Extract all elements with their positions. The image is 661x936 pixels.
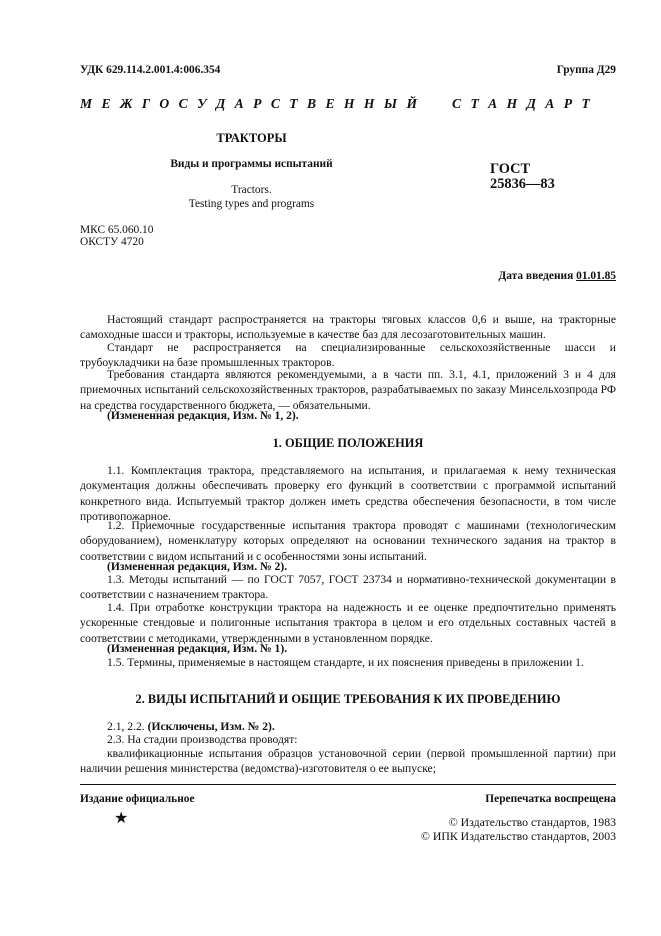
gost-label: ГОСТ [490,161,531,177]
clause-1-5: 1.5. Термины, применяемые в настоящем стандарте, и их пояснения приведены в приложении 1. [107,656,584,669]
intro-paragraph-2: Стандарт не распространяется на специализированные сельскохозяйственные шасси и трубоукладчики на базе промышленных тракторов. [80,341,616,370]
group-code: Группа Д29 [556,64,616,76]
effective-date-label: Дата введения [498,270,574,282]
reprint-notice: Перепечатка воспрещена [485,793,616,805]
clause-2-1-excluded: (Исключены, Изм. № 2). [147,720,275,733]
star-mark: ★ [114,810,129,827]
document-title: ТРАКТОРЫ [216,131,287,145]
clause-1-2-amendment: (Измененная редакция, Изм. № 2). [107,560,288,573]
section-2-heading: 2. ВИДЫ ИСПЫТАНИЙ И ОБЩИЕ ТРЕБОВАНИЯ К ИХ ПРОВЕДЕНИЮ [135,692,561,706]
standard-type: М Е Ж Г О С У Д А Р С Т В Е Н Н Ы Й С Т А Н Д А Р Т [80,96,593,111]
copyright-1983: © Издательство стандартов, 1983 [448,815,616,829]
section-1-heading: 1. ОБЩИЕ ПОЛОЖЕНИЯ [272,436,424,450]
english-title-1: Tractors. [231,184,272,196]
okstu-code: ОКСТУ 4720 [80,236,144,248]
clause-1-2: 1.2. Приемочные государственные испытания трактора проводят с машинами (технологическим оборудованием), номенклатуру которых определяют на основании технического задания на трактор в соответствии с видом испытаний и с особенностями зоны испытаний. [80,519,616,563]
intro-paragraph-3: Требования стандарта являются рекомендуемыми, а в части пп. 3.1, 4.1, приложений 3 и 4 для приемочных испытаний сельскохозяйственных тракторов, разрабатываемых по заказу Минсельхозпрода РФ на средства государственного бюджета, — обязательными. [80,368,616,412]
intro-amendment: (Измененная редакция, Изм. № 1, 2). [107,409,299,422]
copyright-2003: © ИПК Издательство стандартов, 2003 [420,829,616,843]
clause-2-1-number: 2.1, 2.2. [107,720,145,733]
clause-1-4: 1.4. При отработке конструкции трактора на надежность и ее оценке предпочтительно применять ускоренные стендовые и полигонные испытания трактора в целом и его отдельных составных частей в соответствии с методиками, утвержденными в установленном порядке. [80,601,616,645]
clause-1-1: 1.1. Комплектация трактора, представляемого на испытания, и прилагаемая к нему техническая документация должны обеспечивать проверку его функций в соответствии с программой испытаний конкретного вида. Испытуемый трактор должен иметь средства обеспечения безопасности, в том числе противопожарное. [80,464,616,523]
document-subtitle: Виды и программы испытаний [170,158,333,170]
official-edition: Издание официальное [80,793,195,805]
gost-number: 25836—83 [490,176,555,192]
mks-code: МКС 65.060.10 [80,224,154,236]
effective-date-value: 01.01.85 [576,270,616,282]
clause-2-3: 2.3. На стадии производства проводят: [107,733,298,746]
footer-rule [80,784,616,785]
clause-1-4-amendment: (Измененная редакция, Изм. № 1). [107,642,288,655]
clause-2-3-item: квалификационные испытания образцов установочной серии (первой промышленной партии) при наличии решения министерства (ведомства)-изготовителя о ее выпуске; [80,747,616,776]
english-title-2: Testing types and programs [188,198,315,210]
clause-1-3: 1.3. Методы испытаний — по ГОСТ 7057, ГОСТ 23734 и нормативно-технической документации в соответствии с назначением трактора. [80,573,616,602]
udk-code: УДК 629.114.2.001.4:006.354 [80,64,221,76]
intro-paragraph-1: Настоящий стандарт распространяется на тракторы тяговых классов 0,6 и выше, на тракторные самоходные шасси и тракторы, используемые в качестве баз для лесозаготовительных машин. [80,313,616,342]
effective-date [380,270,616,282]
